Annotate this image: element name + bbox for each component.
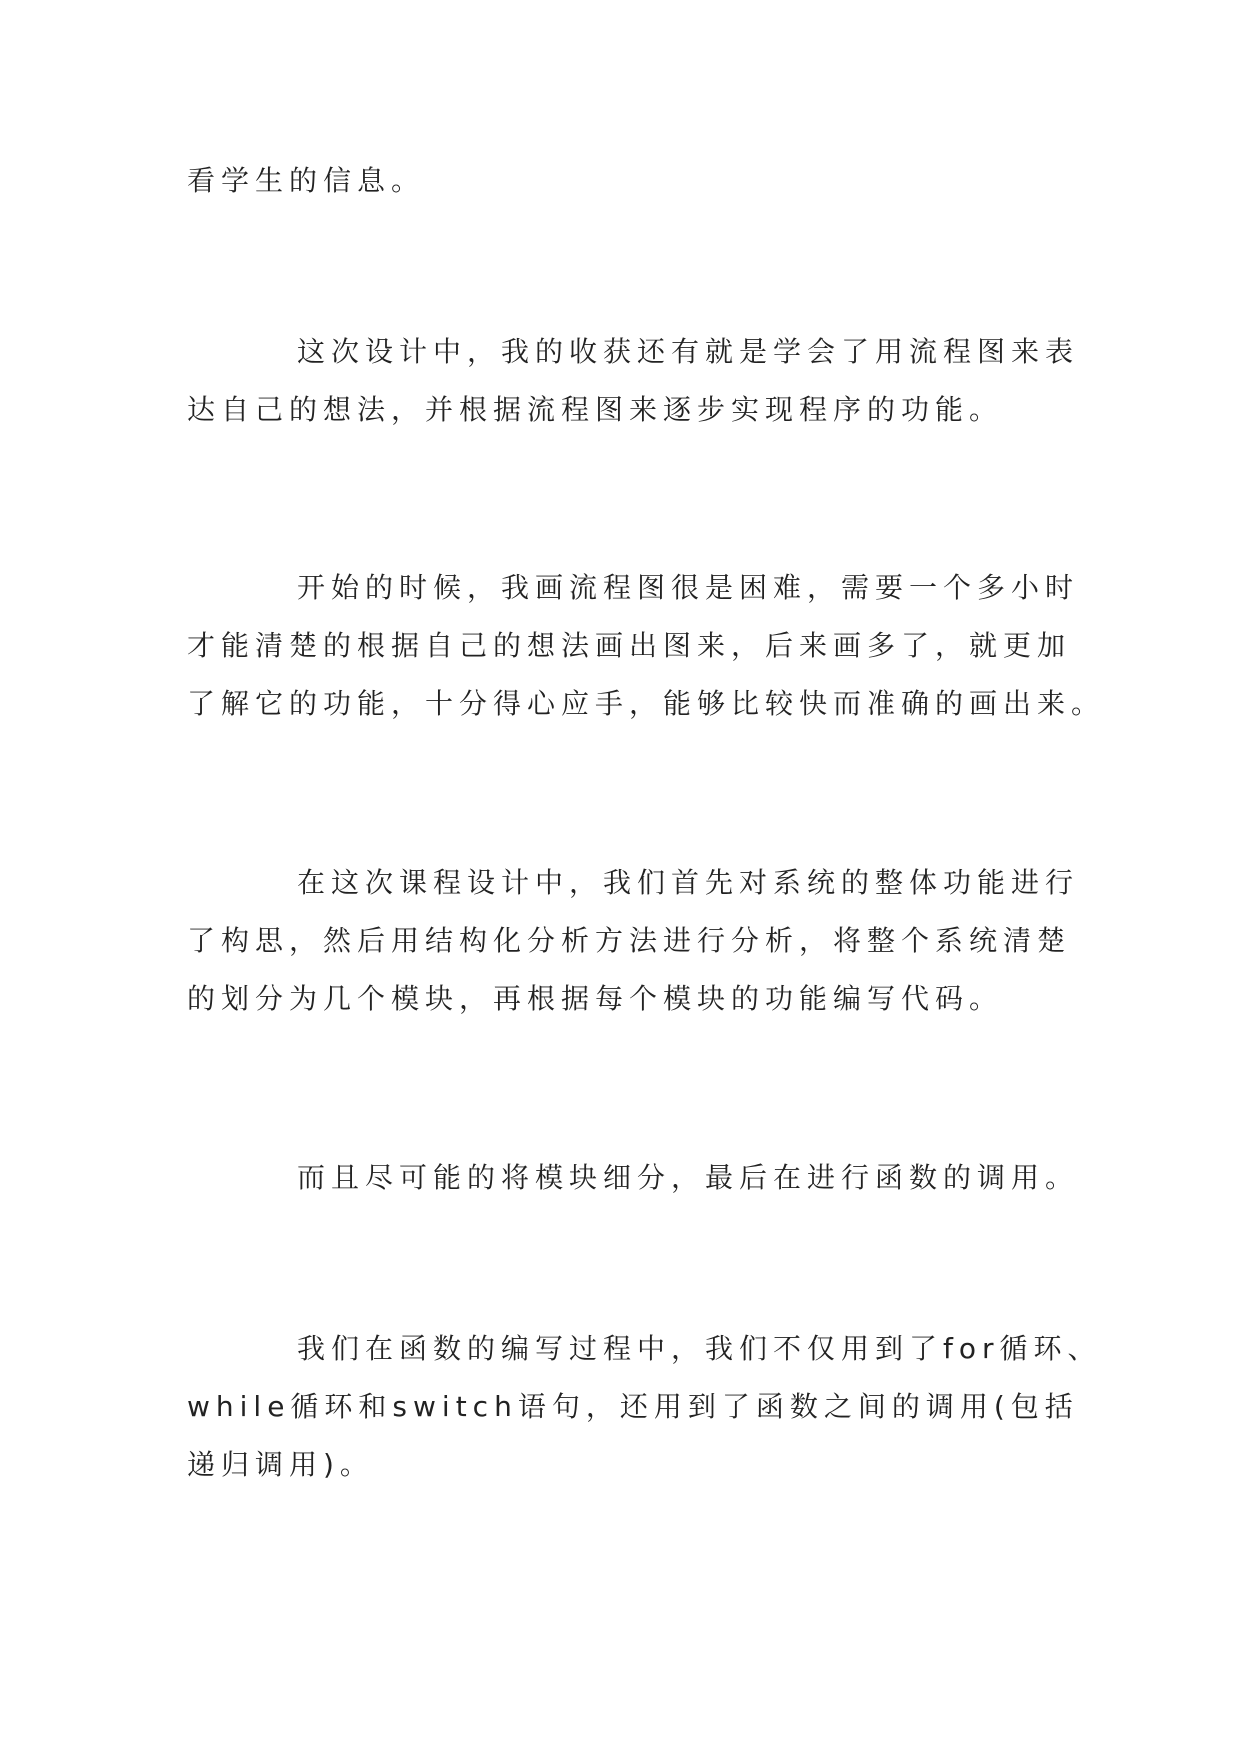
paragraph-line: 在这次课程设计中，我们首先对系统的整体功能进行 xyxy=(297,866,1080,899)
paragraph-line: 的划分为几个模块，再根据每个模块的功能编写代码。 xyxy=(187,982,1004,1015)
paragraph xyxy=(187,1320,1102,1494)
paragraph xyxy=(187,1149,1080,1207)
paragraph-line: 这次设计中，我的收获还有就是学会了用流程图来表 xyxy=(297,335,1080,368)
paragraph-line: 递归调用)。 xyxy=(187,1448,374,1481)
paragraph-line: 达自己的想法，并根据流程图来逐步实现程序的功能。 xyxy=(187,393,1004,426)
paragraph-line: 了解它的功能，十分得心应手，能够比较快而准确的画出来。 xyxy=(187,687,1106,720)
paragraph xyxy=(187,152,1067,210)
paragraph-line: 才能清楚的根据自己的想法画出图来，后来画多了，就更加 xyxy=(187,629,1072,662)
paragraph xyxy=(187,559,1106,733)
paragraph-line: 了构思，然后用结构化分析方法进行分析，将整个系统清楚 xyxy=(187,924,1072,957)
paragraph-line: 我们在函数的编写过程中，我们不仅用到了for循环、 xyxy=(297,1332,1102,1365)
paragraph xyxy=(187,854,1080,1028)
paragraph-line: 开始的时候，我画流程图很是困难，需要一个多小时 xyxy=(297,571,1080,604)
paragraph-line: 看学生的信息。 xyxy=(187,164,426,197)
paragraph-line: while循环和switch语句，还用到了函数之间的调用(包括 xyxy=(187,1390,1079,1423)
paragraph xyxy=(187,323,1080,439)
paragraph-line: 而且尽可能的将模块细分，最后在进行函数的调用。 xyxy=(297,1161,1080,1194)
